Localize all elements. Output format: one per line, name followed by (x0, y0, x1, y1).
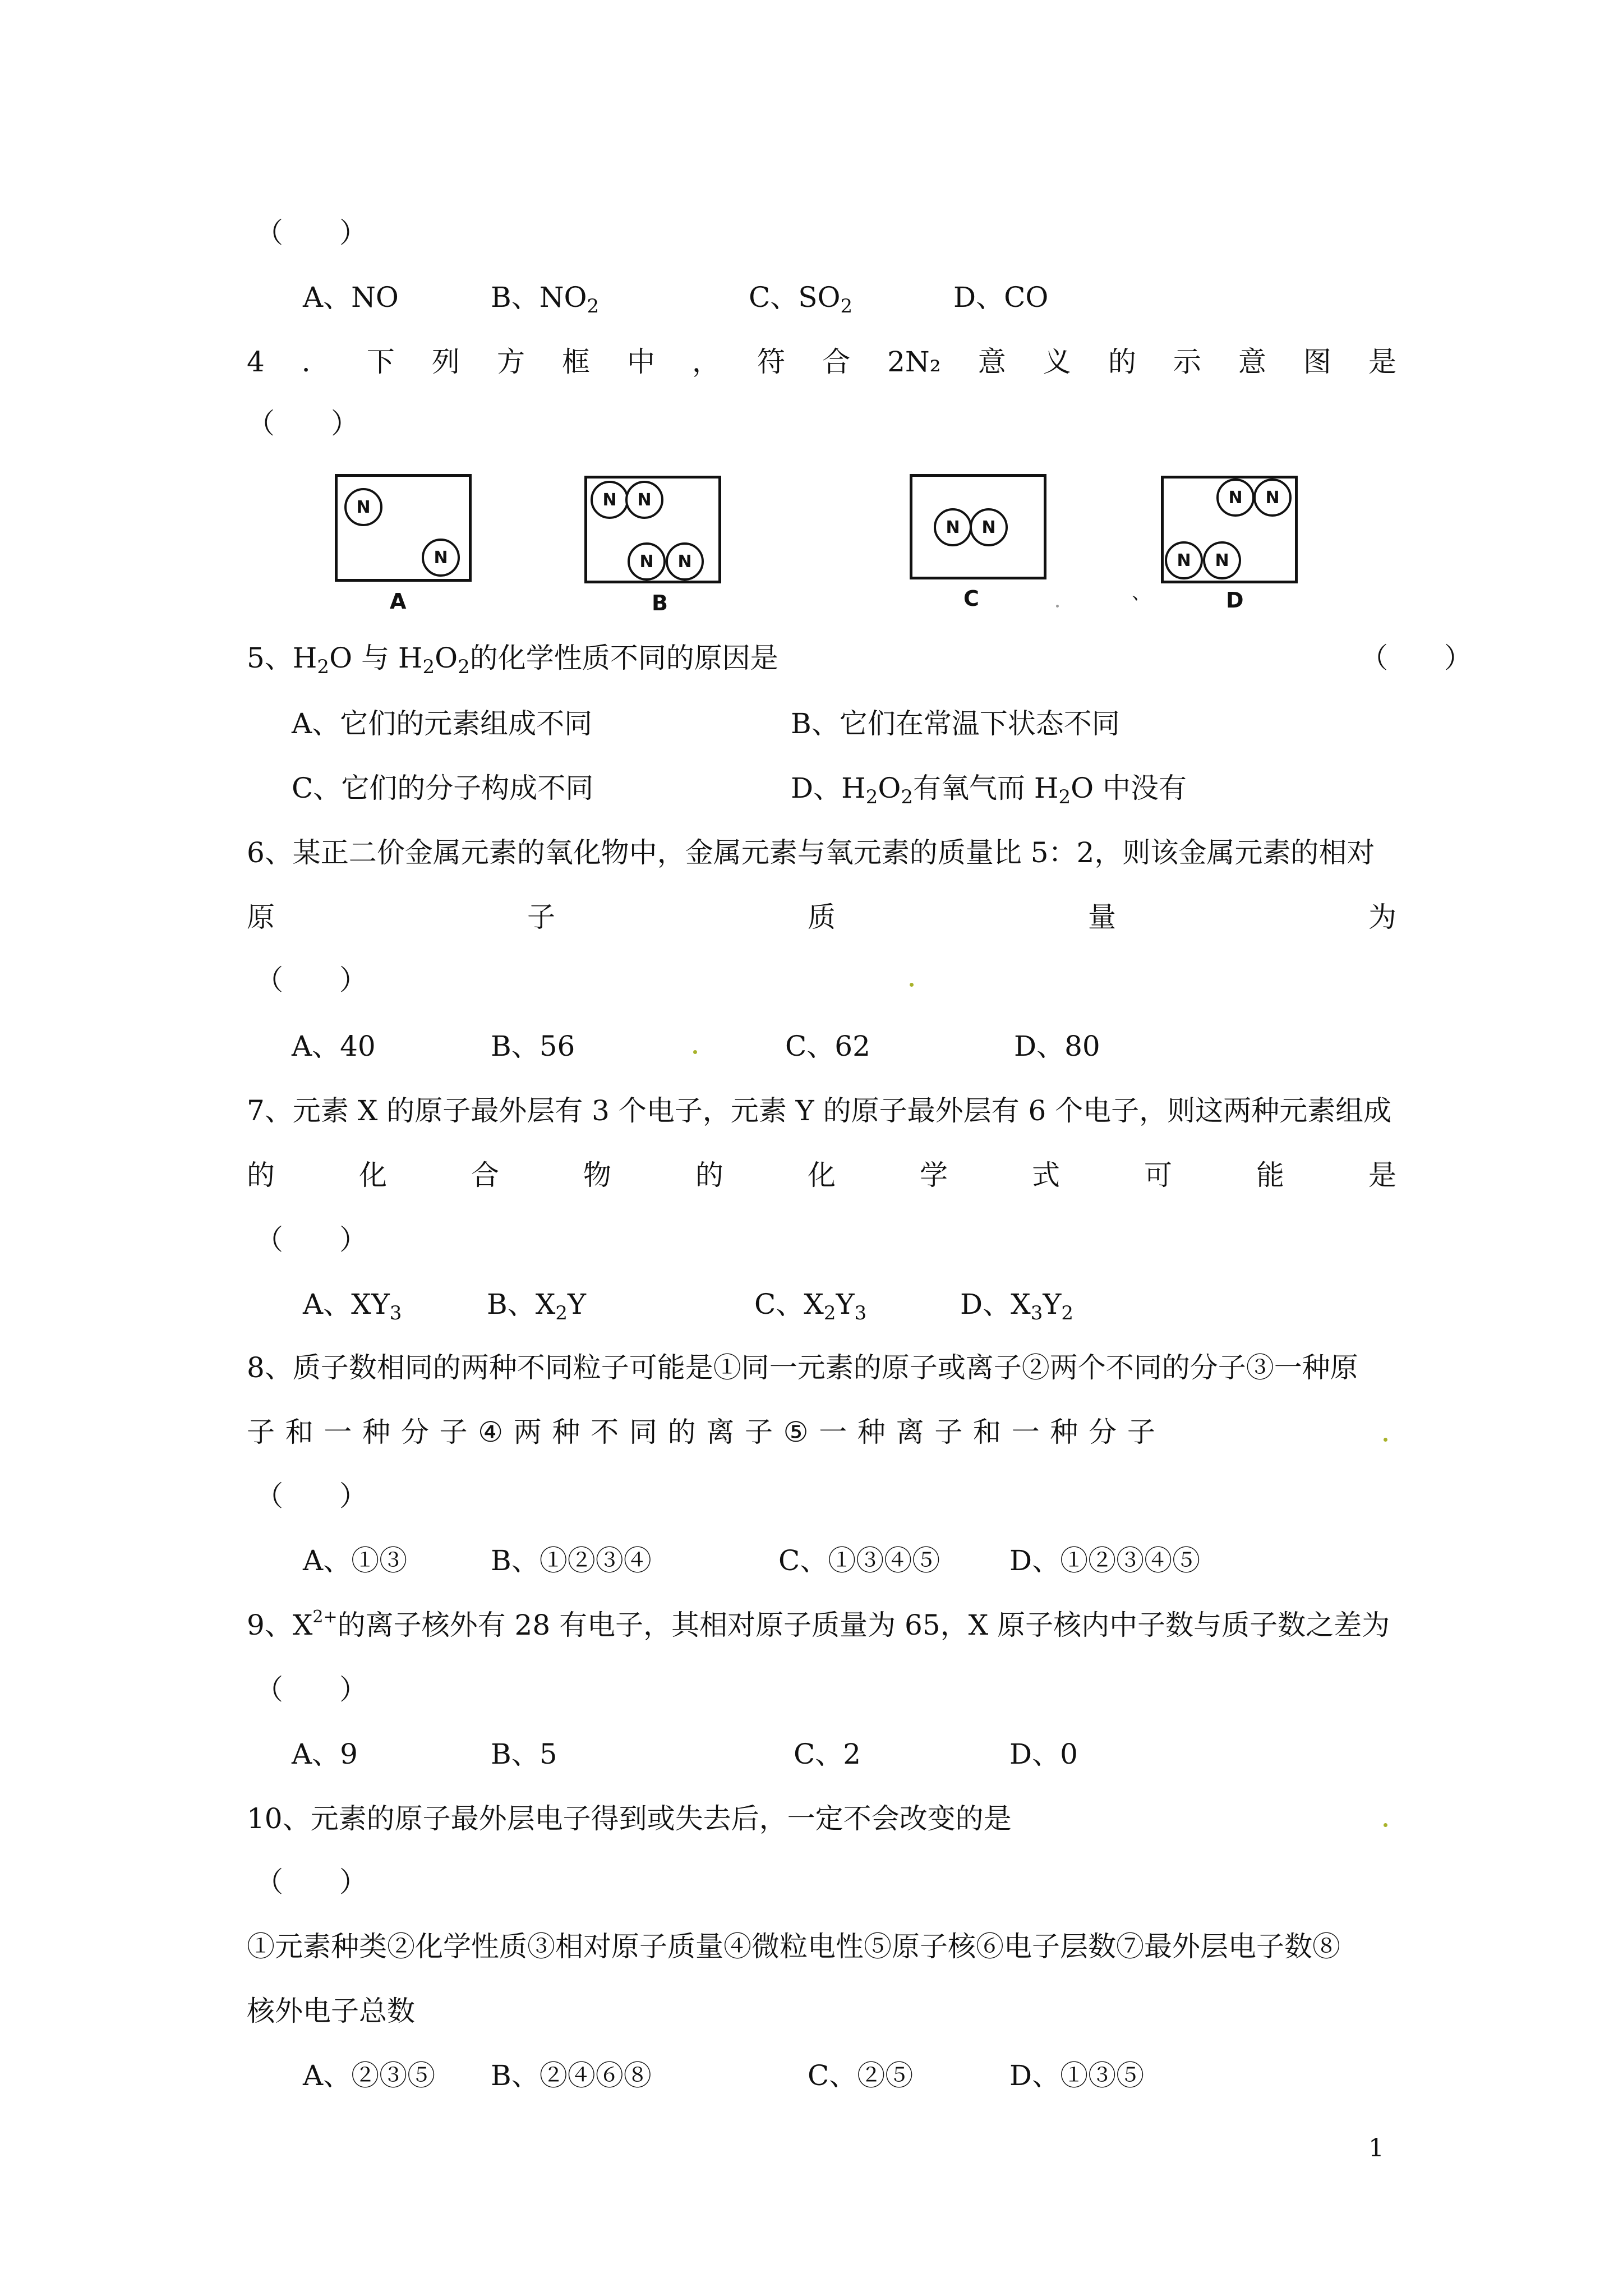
nitrogen-atom: N (1165, 541, 1203, 579)
q10-stem: 10、元素的原子最外层电子得到或失去后，一定不会改变的是 (247, 1802, 1012, 1835)
q4-bracket: （ ） (247, 407, 359, 440)
nitrogen-atom: N (422, 539, 460, 577)
q10-items-line1: ①元素种类②化学性质③相对原子质量④微粒电性⑤原子核⑥电子层数⑦最外层电子数⑧ (247, 1930, 1340, 1963)
q10-option-d: D、①③⑤ (1009, 2059, 1145, 2092)
page-number: 1 (1368, 2134, 1384, 2162)
q7-option-c: C、$X_2Y_3$ (754, 1288, 867, 1324)
figure-b-label: B (652, 591, 668, 615)
q3-option-c: C、$SO_2$ (749, 281, 853, 318)
q9-option-b: B、5 (491, 1738, 557, 1770)
figure-a-box (335, 474, 472, 582)
nitrogen-atom: N (591, 481, 629, 519)
q7-stem-line2: 的 化 合 物 的 化 学 式 可 能 是 (247, 1159, 1396, 1191)
q3-option-d: D、CO (953, 281, 1049, 314)
q8-option-d: D、①②③④⑤ (1009, 1544, 1201, 1577)
figure-a-label: A (390, 589, 407, 614)
nitrogen-atom: N (1203, 541, 1241, 579)
q3-bracket: （ ） (255, 217, 367, 249)
stray-dot (693, 1050, 697, 1054)
q8-stem-line2: 子 和 一 种 分 子 ④ 两 种 不 同 的 离 子 ⑤ 一 种 离 子 和 一 种 分 子 (247, 1416, 1155, 1448)
q6-option-b: B、56 (491, 1030, 575, 1062)
nitrogen-atom: N (934, 508, 972, 546)
nitrogen-atom: N (344, 488, 382, 526)
q6-option-a: A、40 (292, 1030, 376, 1062)
nitrogen-atom: N (628, 542, 666, 581)
q4-stem: 4 ． 下 列 方 框 中 ， 符 合 2N₂ 意 义 的 示 意 图 是 (247, 346, 1396, 378)
q5-option-c: C、它们的分子构成不同 (292, 772, 594, 804)
stray-mark: 、 (1132, 582, 1151, 604)
q6-stem-line2: 原 子 质 量 为 (247, 901, 1396, 933)
q7-option-a: A、$XY_3$ (303, 1288, 402, 1324)
stray-dot (1056, 605, 1059, 608)
q10-option-c: C、②⑤ (808, 2059, 914, 2092)
q5-stem: 5、$H_2O$ 与 $H_2O_2$的化学性质不同的原因是 (247, 642, 778, 678)
nitrogen-atom: N (625, 481, 663, 519)
q7-option-b: B、$X_2Y$ (487, 1288, 586, 1324)
figure-c-label: C (963, 586, 979, 611)
q5-option-d: D、$H_2O_2$有氧气而 $H_2O$ 中没有 (791, 772, 1187, 808)
q8-bracket: （ ） (255, 1480, 367, 1512)
nitrogen-atom: N (1253, 478, 1292, 517)
q10-option-a: A、②③⑤ (303, 2059, 436, 2092)
q5-option-b: B、它们在常温下状态不同 (791, 707, 1120, 740)
nitrogen-atom: N (970, 508, 1008, 546)
figure-b-box (584, 476, 721, 583)
q9-bracket: （ ） (255, 1673, 367, 1706)
q8-stem-line1: 8、质子数相同的两种不同粒子可能是①同一元素的原子或离子②两个不同的分子③一种原 (247, 1351, 1358, 1384)
q10-bracket: （ ） (255, 1866, 367, 1898)
stray-dot (1384, 1823, 1387, 1827)
q10-option-b: B、②④⑥⑧ (491, 2059, 652, 2092)
stray-dot (910, 983, 914, 987)
figure-c-box (910, 474, 1046, 579)
stray-dot (1384, 1438, 1387, 1442)
q5-bracket: （ ） (1360, 642, 1472, 674)
q6-option-c: C、62 (785, 1030, 870, 1062)
q9-option-a: A、9 (292, 1738, 358, 1770)
nitrogen-atom: N (1216, 478, 1255, 517)
q8-option-b: B、①②③④ (491, 1544, 652, 1577)
q10-items-line2: 核外电子总数 (247, 1995, 415, 2027)
q6-bracket: （ ） (255, 964, 367, 996)
q3-option-b: B、$NO_2$ (491, 281, 600, 318)
q5-option-a: A、它们的元素组成不同 (292, 707, 593, 740)
q8-option-c: C、①③④⑤ (778, 1544, 940, 1577)
q7-stem-line1: 7、元素 X 的原子最外层有 3 个电子，元素 Y 的原子最外层有 6 个电子，则这两种元素组成 (247, 1094, 1392, 1127)
figure-d-label: D (1226, 588, 1244, 613)
figure-d-box (1161, 476, 1298, 583)
q3-option-a: A、NO (303, 281, 399, 314)
q9-option-c: C、2 (794, 1738, 861, 1770)
q7-bracket: （ ） (255, 1223, 367, 1256)
q8-option-a: A、①③ (303, 1544, 408, 1577)
q9-stem: 9、$X^{2+}$的离子核外有 28 有电子，其相对原子质量为 65，X 原子核内中子数与质子数之差为 (247, 1607, 1390, 1641)
q9-option-d: D、0 (1009, 1738, 1078, 1770)
q7-option-d: D、$X_3Y_2$ (960, 1288, 1073, 1324)
nitrogen-atom: N (666, 542, 704, 581)
q6-option-d: D、80 (1014, 1030, 1100, 1062)
q6-stem-line1: 6、某正二价金属元素的氧化物中，金属元素与氧元素的质量比 5：2，则该金属元素的相对 (247, 836, 1375, 869)
